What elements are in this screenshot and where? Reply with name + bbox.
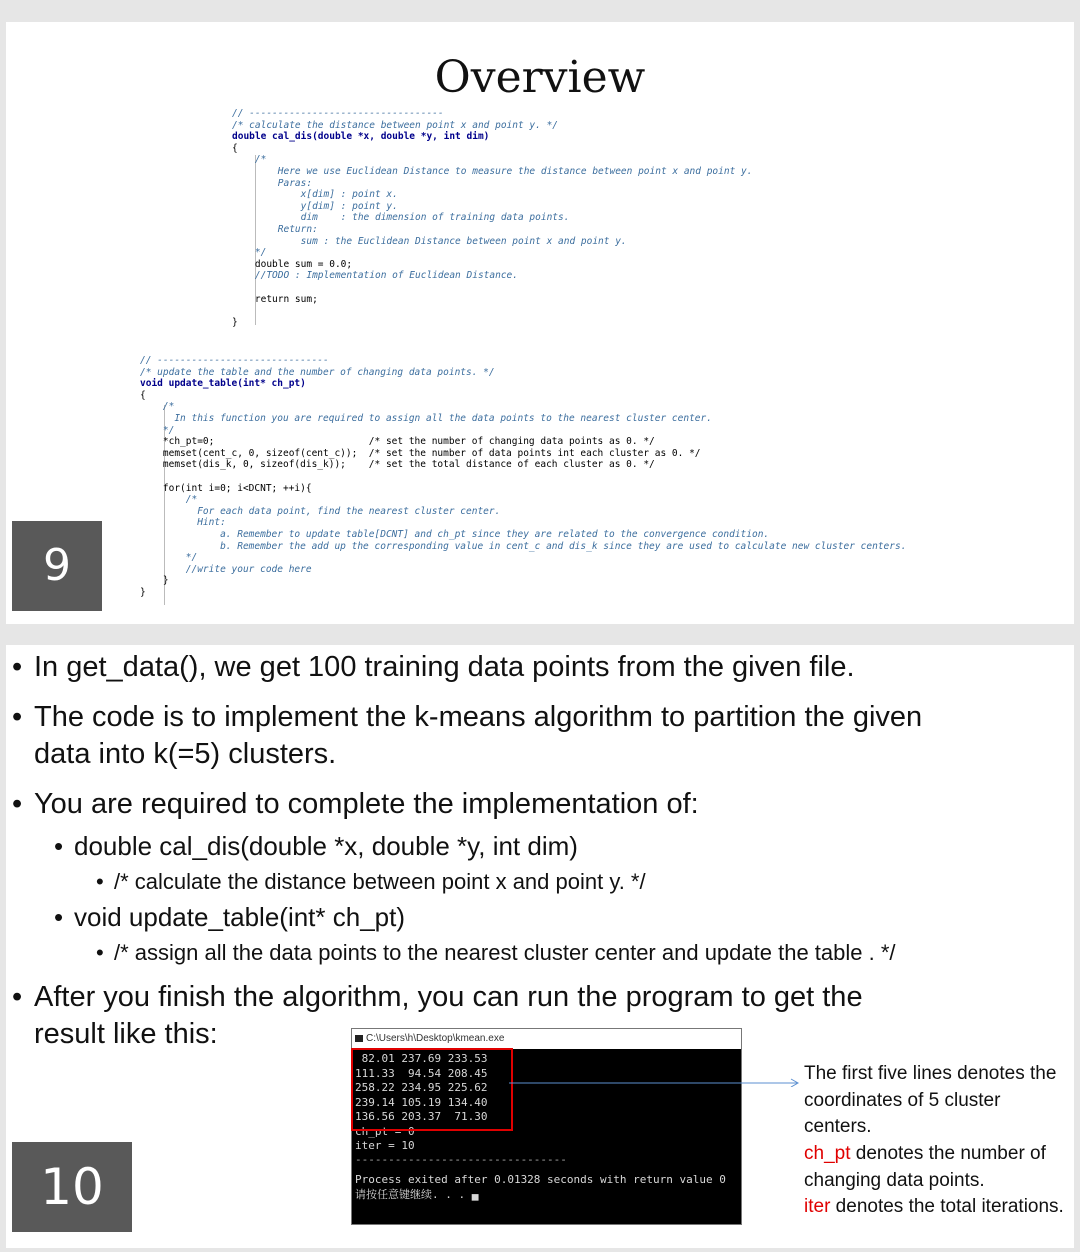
note-iter <box>804 1194 1064 1221</box>
code-line <box>232 282 752 294</box>
code-line: double cal_dis(double *x, double *y, int dim) <box>232 131 490 143</box>
code-line: /* <box>140 401 175 413</box>
slide-number: 10 <box>12 1142 132 1232</box>
code-line: } <box>140 575 169 587</box>
console-line: 82.01 237.69 233.53 <box>355 1052 488 1065</box>
bullet-update-table: • void update_table(int* ch_pt) <box>74 901 405 934</box>
code-line: { <box>232 142 238 154</box>
code-line: *ch_pt=0; /* set the number of changing data points as 0. */ <box>140 436 655 448</box>
code-line: Here we use Euclidean Distance to measure the distance between point x and point y. <box>232 165 753 177</box>
note-iter-text: denotes the total iterations. <box>830 1196 1064 1217</box>
code-line: double sum = 0.0; <box>232 258 353 270</box>
console-title-bar: C:\Users\h\Desktop\kmean.exe <box>352 1029 741 1049</box>
console-line: 136.56 203.37 71.30 <box>355 1110 488 1123</box>
code-line <box>232 305 752 317</box>
arrow-connector <box>509 1075 804 1087</box>
code-block-update-table <box>140 355 906 598</box>
console-line: iter = 10 <box>355 1139 415 1152</box>
code-line: For each data point, find the nearest cluster center. <box>140 505 501 517</box>
note-cluster-centers: The first five lines denotes the coordinates of 5 cluster centers. <box>804 1063 1057 1137</box>
slide-number: 9 <box>12 521 102 611</box>
code-line: a. Remember to update table[DCNT] and ch_pt since they are related to the convergence condition. <box>140 528 770 540</box>
highlight-box <box>351 1048 513 1131</box>
code-line: /* calculate the distance between point x and point y. */ <box>232 119 559 131</box>
code-line: Hint: <box>140 517 226 529</box>
code-line: void update_table(int* ch_pt) <box>140 378 306 390</box>
code-line: /* update the table and the number of changing data points. */ <box>140 366 495 378</box>
code-block-cal-dis <box>232 108 752 328</box>
code-line: // ------------------------------ <box>140 355 329 366</box>
code-line: y[dim] : point y. <box>232 200 398 212</box>
code-line: memset(cent_c, 0, sizeof(cent_c)); /* set the number of data points int each cluster as 0. */ <box>140 447 701 459</box>
code-line: //TODO : Implementation of Euclidean Distance. <box>232 270 518 282</box>
code-line: return sum; <box>232 293 318 305</box>
code-line <box>140 471 906 483</box>
slide-title: Overview <box>434 52 646 103</box>
code-line: Paras: <box>232 177 313 189</box>
code-line: sum : the Euclidean Distance between point x and point y. <box>232 235 627 247</box>
console-prompt-line: 请按任意键继续. . . ▄ <box>355 1188 479 1201</box>
console-line: 239.14 105.19 134.40 <box>355 1095 488 1109</box>
console-line: 258.22 234.95 225.62 <box>355 1081 488 1094</box>
bullet-cal-dis-comment: • /* calculate the distance between point x and point y. */ <box>114 868 646 896</box>
code-line: /* <box>232 154 267 166</box>
code-line: //write your code here <box>140 563 312 575</box>
console-separator: -------------------------------- <box>355 1153 567 1166</box>
code-line: for(int i=0; i<DCNT; ++i){ <box>140 482 312 494</box>
code-line: */ <box>232 247 267 259</box>
code-line: { <box>140 389 146 401</box>
slide-9 <box>6 22 1074 624</box>
bullet-update-table-comment: • /* assign all the data points to the nearest cluster center and update the table . */ <box>114 939 896 967</box>
note-ch-pt-key: ch_pt <box>804 1143 851 1164</box>
code-line: } <box>140 586 146 598</box>
code-line: memset(dis_k, 0, sizeof(dis_k)); /* set the total distance of each cluster as 0. */ <box>140 459 655 471</box>
code-line: x[dim] : point x. <box>232 189 398 201</box>
code-line: b. Remember the add up the corresponding value in cent_c and dis_k since they are used to calculate new cluster centers. <box>140 540 907 552</box>
bullet-get-data: • In get_data(), we get 100 training data points from the given file. <box>34 649 855 686</box>
bullet-run-line2: result like this: <box>34 1018 218 1050</box>
bullet-kmeans-line2: data into k(=5) clusters. <box>34 738 337 770</box>
code-line: Return: <box>232 223 318 235</box>
slide-10 <box>6 645 1074 1248</box>
console-line: 111.33 94.54 208.45 <box>355 1066 488 1080</box>
bullet-cal-dis: • double cal_dis(double *x, double *y, int dim) <box>74 830 578 863</box>
code-line: */ <box>140 424 175 436</box>
code-line: dim : the dimension of training data points. <box>232 212 570 224</box>
console-line: ch_pt = 0 <box>355 1124 415 1138</box>
bullet-run-line1: • After you finish the algorithm, you can run the program to get the <box>34 979 863 1016</box>
note-ch-pt-text: denotes the number of changing data points. <box>804 1143 1046 1191</box>
note-ch-pt <box>804 1141 1064 1194</box>
code-line: */ <box>140 552 198 564</box>
bullet-kmeans-line1: • The code is to implement the k-means algorithm to partition the given <box>34 699 922 736</box>
code-line: /* <box>140 494 198 506</box>
bullet-required: • You are required to complete the implementation of: <box>34 786 699 823</box>
code-line: } <box>232 316 238 328</box>
console-exit-line: Process exited after 0.01328 seconds with return value 0 <box>355 1173 726 1186</box>
note-iter-key: iter <box>804 1196 831 1217</box>
code-line: // ---------------------------------- <box>232 108 444 119</box>
code-line: In this function you are required to assign all the data points to the nearest cluster center. <box>140 412 712 424</box>
